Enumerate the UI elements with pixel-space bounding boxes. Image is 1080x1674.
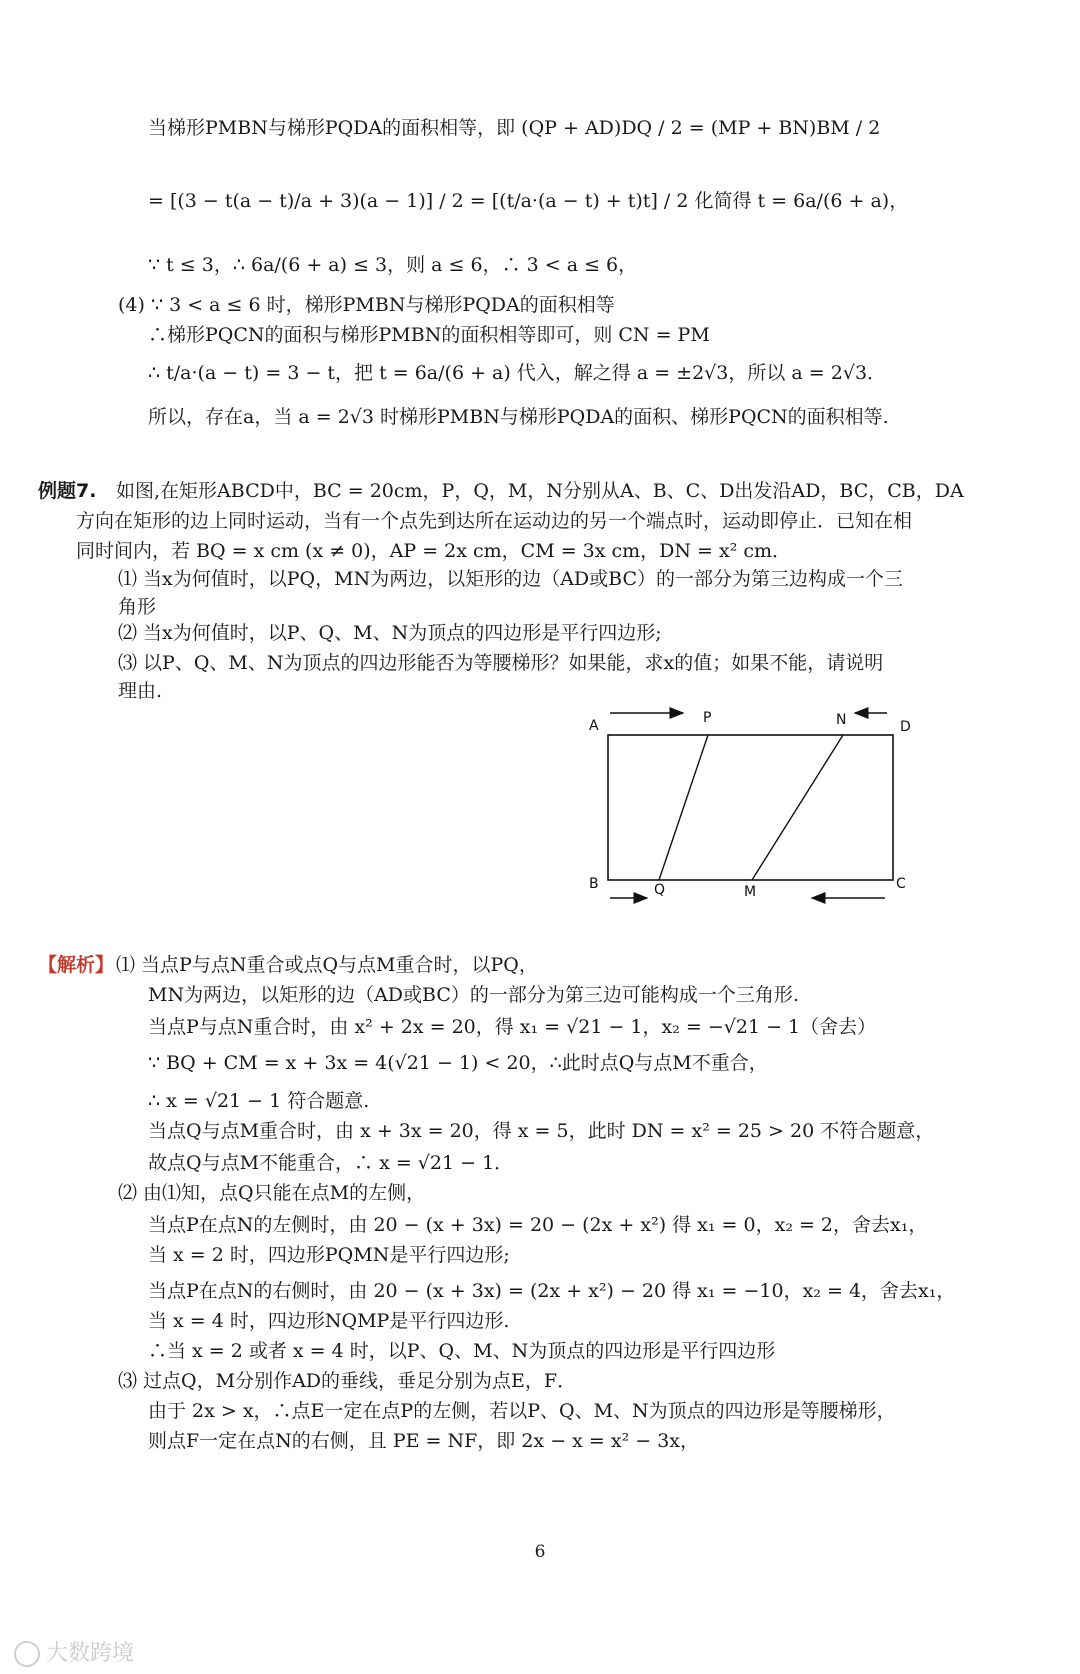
segment-nm <box>752 735 843 880</box>
label-p: P <box>703 710 712 726</box>
label-b: B <box>589 876 599 892</box>
rectangle-figure <box>580 700 930 915</box>
text-line: ∵ t ≤ 3，∴ 6a/(6 + a) ≤ 3，则 a ≤ 6，∴ 3 < a ≤ 6， <box>148 254 638 276</box>
text-line: ∴ x = √21 − 1 符合题意. <box>148 1090 370 1112</box>
text-line: 由于 2x > x，∴点E一定在点P的左侧，若以P、Q、M、N为顶点的四边形是等腰梯形， <box>148 1400 896 1422</box>
label-c: C <box>896 876 906 892</box>
analysis-label: 【解析】 <box>38 954 115 976</box>
text-line: ∴ t/a·(a − t) = 3 − t，把 t = 6a/(6 + a) 代入，解之得 a = ±2√3，所以 a = 2√3． <box>148 362 887 384</box>
text-line: ⑶ 以P、Q、M、N为顶点的四边形能否为等腰梯形？如果能，求x的值；如果不能，请说明 <box>118 652 884 674</box>
text-line: 故点Q与点M不能重合，∴ x = √21 − 1． <box>148 1152 514 1174</box>
example-label: 例题7. <box>38 480 97 502</box>
label-q: Q <box>654 882 666 898</box>
text-line: ⑴ 当x为何值时，以PQ，MN为两边，以矩形的边（AD或BC）的一部分为第三边构成一个三 <box>118 568 904 590</box>
label-a: A <box>589 718 599 734</box>
text-line: 则点F一定在点N的右侧，且 PE = NF，即 2x − x = x² − 3x， <box>148 1430 700 1452</box>
text-line: 当点Q与点M重合时，由 x + 3x = 20，得 x = 5，此时 DN = x² = 25 > 20 不符合题意， <box>148 1120 935 1142</box>
watermark-logo-icon <box>14 1641 40 1667</box>
text-line: 如图,在矩形ABCD中，BC = 20cm，P，Q，M，N分别从A、B、C、D出发沿AD，BC，CB，DA <box>116 480 964 502</box>
text-line: 所以，存在a，当 a = 2√3 时梯形PMBN与梯形PQDA的面积、梯形PQCN的面积相等. <box>148 406 889 428</box>
text-line: ⑵ 当x为何值时，以P、Q、M、N为顶点的四边形是平行四边形; <box>118 622 662 644</box>
text-line: 方向在矩形的边上同时运动，当有一个点先到达所在运动边的另一个端点时，运动即停止．已知在相 <box>76 510 913 532</box>
rectangle-abcd <box>608 735 893 880</box>
text-line: 理由. <box>118 680 163 702</box>
text-line: 角形 <box>118 596 157 618</box>
text-line: 当点P与点N重合时，由 x² + 2x = 20，得 x₁ = √21 − 1，x₂ = −√21 − 1（舍去） <box>148 1016 877 1038</box>
text-line: = [(3 − t(a − t)/a + 3)(a − 1)] / 2 = [(t/a·(a − t) + t)t] / 2 化简得 t = 6a/(6 + a)， <box>148 190 909 212</box>
text-line: ⑴ 当点P与点N重合或点Q与点M重合时，以PQ， <box>116 954 538 976</box>
watermark-text: 大数跨境 <box>46 1641 135 1666</box>
text-line: 同时间内，若 BQ = x cm (x ≠ 0)，AP = 2x cm，CM = 3x cm，DN = x² cm． <box>76 540 792 562</box>
text-line: ∴当 x = 2 或者 x = 4 时，以P、Q、M、N为顶点的四边形是平行四边形 <box>148 1340 776 1362</box>
text-line: 当 x = 4 时，四边形NQMP是平行四边形. <box>148 1310 510 1332</box>
label-m: M <box>744 884 757 900</box>
label-n: N <box>836 712 847 728</box>
text-line: (4) ∵ 3 < a ≤ 6 时，梯形PMBN与梯形PQDA的面积相等 <box>118 294 615 316</box>
text-line: MN为两边，以矩形的边（AD或BC）的一部分为第三边可能构成一个三角形. <box>148 984 799 1006</box>
text-line: ⑶ 过点Q，M分别作AD的垂线，垂足分别为点E，F． <box>118 1370 577 1392</box>
text-line: 当梯形PMBN与梯形PQDA的面积相等，即 (QP + AD)DQ / 2 = (MP + BN)BM / 2 <box>148 117 881 139</box>
text-line: ∵ BQ + CM = x + 3x = 4(√21 − 1) < 20，∴此时点Q与点M不重合， <box>148 1052 768 1074</box>
label-d: D <box>900 719 911 735</box>
page-number: 6 <box>534 1542 546 1562</box>
segment-pq <box>659 735 708 880</box>
text-line: ⑵ 由⑴知，点Q只能在点M的左侧， <box>118 1182 426 1204</box>
text-line: 当 x = 2 时，四边形PQMN是平行四边形; <box>148 1244 510 1266</box>
text-line: ∴梯形PQCN的面积与梯形PMBN的面积相等即可，则 CN = PM <box>148 324 710 346</box>
watermark <box>14 1636 134 1667</box>
text-line: 当点P在点N的左侧时，由 20 − (x + 3x) = 20 − (2x + x²) 得 x₁ = 0，x₂ = 2，舍去x₁， <box>148 1214 928 1236</box>
text-line: 当点P在点N的右侧时，由 20 − (x + 3x) = (2x + x²) − 20 得 x₁ = −10，x₂ = 4，舍去x₁， <box>148 1280 956 1302</box>
